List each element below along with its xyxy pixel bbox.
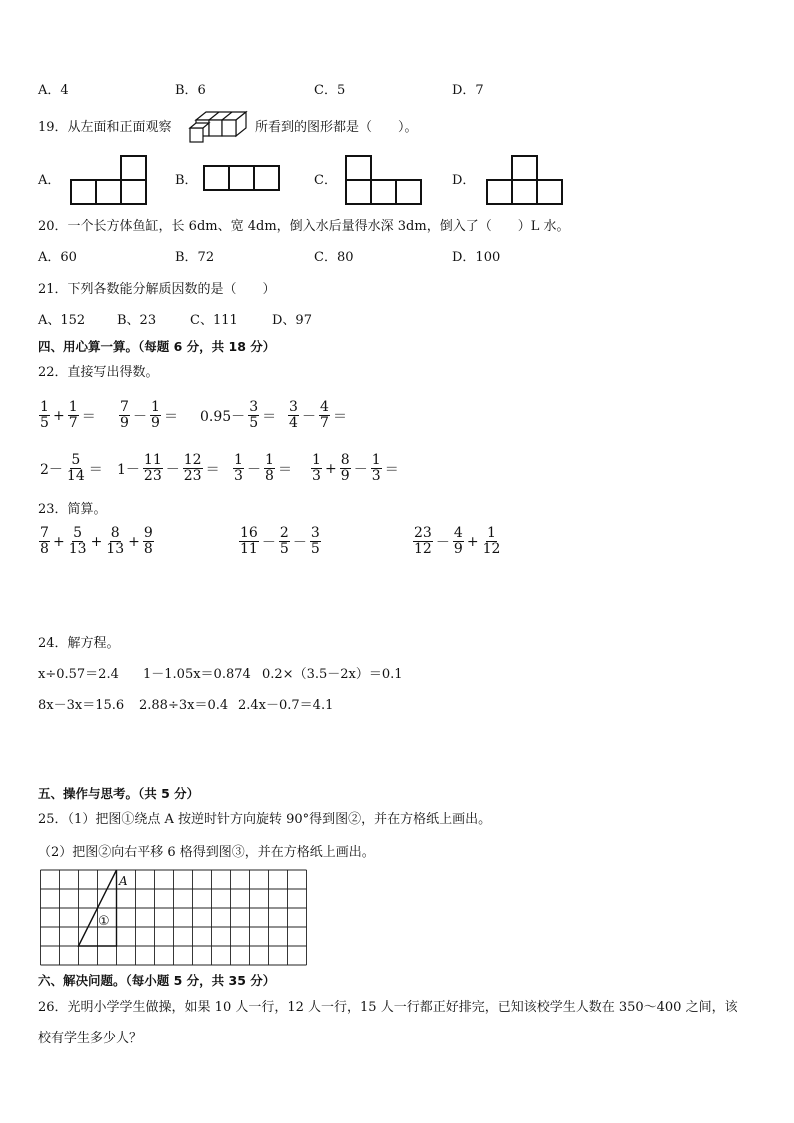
figure-1-label: ① bbox=[98, 914, 110, 929]
q20-option-c: C．80 bbox=[314, 250, 354, 265]
den: 12 bbox=[414, 541, 432, 557]
op: + bbox=[53, 407, 65, 424]
q18-option-d: D．7 bbox=[452, 83, 484, 98]
q26-line-1: 26．光明小学学生做操，如果 10 人一行，12 人一行，15 人一行都正好排完，已知该校学生人数在 350～400 之间，该 bbox=[38, 1000, 738, 1015]
equals: ＝ bbox=[262, 408, 277, 425]
num: 1 bbox=[234, 452, 243, 468]
q19-option-b: B． bbox=[175, 173, 198, 188]
q22-expr-4 bbox=[287, 400, 349, 431]
num: 7 bbox=[40, 525, 49, 541]
num: 1 bbox=[312, 452, 321, 468]
equals: ＝ bbox=[384, 461, 399, 478]
num: 1 bbox=[371, 452, 381, 468]
q20-option-d: D．100 bbox=[452, 250, 501, 265]
q21-option-b: B、23 bbox=[117, 313, 157, 328]
q22-expr-2 bbox=[118, 400, 180, 431]
den: 14 bbox=[66, 468, 85, 484]
equals: ＝ bbox=[333, 408, 347, 425]
q21-option-d: D、97 bbox=[272, 313, 312, 328]
den: 7 bbox=[320, 415, 329, 431]
q18-option-b: B．6 bbox=[175, 83, 206, 98]
q20-stem: 20．一个长方体鱼缸，长 6dm、宽 4dm，倒入水后量得水深 3dm，倒入了（ ）L 水。 bbox=[38, 219, 570, 234]
q22-expr-6 bbox=[115, 453, 222, 484]
q25-part-2: （2）把图②向右平移 6 格得到图③，并在方格纸上画出。 bbox=[38, 845, 375, 860]
den: 3 bbox=[312, 468, 321, 484]
den: 5 bbox=[279, 541, 289, 557]
den: 13 bbox=[106, 541, 125, 557]
num: 1 bbox=[487, 525, 496, 541]
op: － bbox=[353, 461, 368, 478]
q24-eq-6: 2.4x－0.7＝4.1 bbox=[238, 698, 334, 713]
den: 9 bbox=[151, 415, 160, 431]
q19-stem-pre: 19．从左面和正面观察 bbox=[38, 120, 172, 135]
num: 11 bbox=[143, 452, 162, 468]
num: 1 bbox=[68, 399, 78, 415]
num: 23 bbox=[414, 525, 432, 541]
q19-option-b-figure bbox=[203, 165, 283, 193]
q24-stem: 24．解方程。 bbox=[38, 636, 120, 651]
den: 8 bbox=[265, 468, 274, 484]
point-a-label: A bbox=[119, 874, 128, 888]
den: 8 bbox=[40, 541, 49, 557]
q24-eq-5: 2.88÷3x＝0.4 bbox=[139, 698, 229, 713]
q22-expr-8 bbox=[310, 453, 401, 484]
den: 9 bbox=[453, 541, 463, 557]
q18-option-a: A．4 bbox=[38, 83, 69, 98]
q24-eq-4: 8x－3x＝15.6 bbox=[38, 698, 125, 713]
num: 1 bbox=[265, 452, 274, 468]
equals: ＝ bbox=[164, 408, 178, 425]
num: 12 bbox=[183, 452, 202, 468]
q23-expr-1 bbox=[38, 526, 155, 557]
den: 5 bbox=[310, 541, 320, 557]
q22-expr-5 bbox=[38, 453, 105, 484]
q21-option-a: A、152 bbox=[38, 313, 86, 328]
q19-option-a-figure bbox=[70, 153, 150, 205]
q22-expr-7 bbox=[232, 453, 294, 484]
lead: 2－ bbox=[40, 461, 63, 478]
num: 3 bbox=[310, 525, 320, 541]
op: － bbox=[435, 534, 450, 551]
q24-eq-2: 1－1.05x＝0.874 bbox=[143, 667, 251, 682]
den: 9 bbox=[120, 415, 129, 431]
q19-option-c: C． bbox=[314, 173, 337, 188]
den: 3 bbox=[234, 468, 243, 484]
op: － bbox=[247, 461, 261, 478]
q22-stem: 22．直接写出得数。 bbox=[38, 365, 159, 380]
num: 4 bbox=[320, 399, 329, 415]
q24-eq-3: 0.2×（3.5－2x）＝0.1 bbox=[262, 667, 403, 682]
q23-stem: 23．简算。 bbox=[38, 502, 107, 517]
equals: ＝ bbox=[205, 461, 220, 478]
q24-eq-1: x÷0.57＝2.4 bbox=[38, 667, 119, 682]
op: － bbox=[165, 461, 180, 478]
den: 5 bbox=[40, 415, 49, 431]
den: 3 bbox=[371, 468, 381, 484]
op: + bbox=[325, 460, 337, 477]
num: 1 bbox=[151, 399, 160, 415]
q18-option-c: C．5 bbox=[314, 83, 346, 98]
q23-expr-3 bbox=[412, 526, 502, 557]
equals: ＝ bbox=[278, 461, 292, 478]
lead: 1－ bbox=[117, 461, 140, 478]
den: 23 bbox=[143, 468, 162, 484]
q26-line-2: 校有学生多少人？ bbox=[38, 1031, 143, 1046]
section-5-title: 五、操作与思考。（共 5 分） bbox=[38, 786, 200, 801]
op: － bbox=[302, 408, 316, 425]
q19-option-d-figure bbox=[486, 153, 566, 205]
q25-grid-paper bbox=[40, 869, 308, 967]
op: － bbox=[292, 534, 307, 551]
q19-cube-figure bbox=[188, 110, 250, 144]
q22-expr-1 bbox=[38, 400, 98, 431]
den: 7 bbox=[68, 415, 78, 431]
den: 11 bbox=[240, 541, 258, 557]
op: － bbox=[133, 408, 147, 425]
q19-option-d: D． bbox=[452, 173, 476, 188]
equals: ＝ bbox=[88, 461, 103, 478]
q19-option-c-figure bbox=[345, 153, 425, 205]
op: + bbox=[53, 533, 65, 550]
q20-option-b: B．72 bbox=[175, 250, 215, 265]
num: 4 bbox=[453, 525, 463, 541]
q19-option-a: A． bbox=[38, 173, 61, 188]
num: 16 bbox=[240, 525, 258, 541]
q21-option-c: C、111 bbox=[190, 313, 238, 328]
num: 3 bbox=[289, 399, 298, 415]
q20-option-a: A．60 bbox=[38, 250, 77, 265]
op: － bbox=[261, 534, 276, 551]
den: 9 bbox=[340, 468, 350, 484]
num: 7 bbox=[120, 399, 129, 415]
q22-expr-3 bbox=[198, 400, 278, 431]
num: 9 bbox=[143, 525, 153, 541]
num: 8 bbox=[340, 452, 350, 468]
q23-expr-2 bbox=[238, 526, 322, 557]
num: 5 bbox=[73, 525, 83, 541]
num: 3 bbox=[249, 399, 259, 415]
den: 13 bbox=[68, 541, 87, 557]
num: 2 bbox=[279, 525, 289, 541]
den: 8 bbox=[143, 541, 153, 557]
op: + bbox=[466, 533, 479, 550]
den: 12 bbox=[482, 541, 501, 557]
den: 23 bbox=[183, 468, 202, 484]
num: 1 bbox=[40, 399, 49, 415]
equals: ＝ bbox=[81, 408, 96, 425]
op: + bbox=[90, 533, 103, 550]
op: + bbox=[128, 533, 140, 550]
num: 8 bbox=[110, 525, 120, 541]
section-6-title: 六、解决问题。（每小题 5 分，共 35 分） bbox=[38, 973, 276, 988]
q19-stem-post: 所看到的图形都是（ ）。 bbox=[255, 120, 418, 135]
q25-part-1: 25．（1）把图①绕点 A 按逆时针方向旋转 90°得到图②，并在方格纸上画出。 bbox=[38, 812, 492, 827]
den: 5 bbox=[249, 415, 259, 431]
den: 4 bbox=[289, 415, 298, 431]
num: 5 bbox=[71, 452, 81, 468]
section-4-title: 四、用心算一算。（每题 6 分，共 18 分） bbox=[38, 339, 276, 354]
q21-stem: 21．下列各数能分解质因数的是（ ） bbox=[38, 282, 276, 297]
lead: 0.95－ bbox=[200, 408, 246, 425]
